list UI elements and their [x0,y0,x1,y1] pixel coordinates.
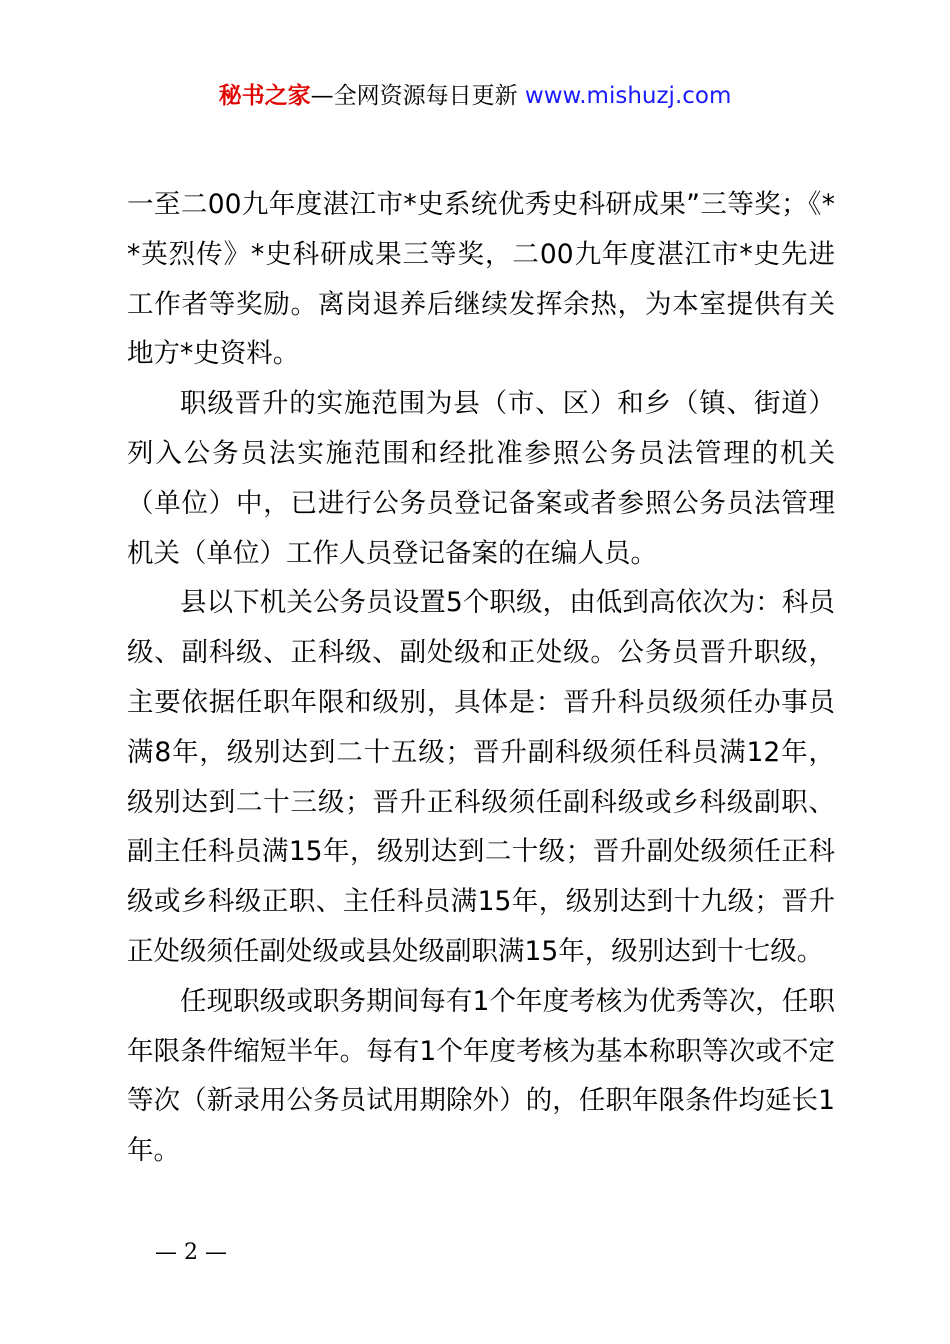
paragraph-rank-levels: 县以下机关公务员设置5个职级，由低到高依次为：科员级、副科级、正科级、副处级和正处级。公务员晋升职级，主要依据任职年限和级别，具体是：晋升科员级须任办事员满8年，级别达到二十五级；晋升副科级须任科员满12年，级别达到二十三级；晋升正科级须任副科级或乡科级副职、副主任科员满15年，级别达到二十级；晋升副处级须任正科级或乡科级正职、主任科员满15年，级别达到十九级；晋升正处级须任副处级或县处级副职满15年，级别达到十七级。 [127,587,835,967]
site-tagline: —全网资源每日更新 [310,83,525,109]
site-brand: 秘书之家 [218,83,311,109]
site-header [0,80,950,112]
document-body [127,180,835,1176]
paragraph-scope: 职级晋升的实施范围为县（市、区）和乡（镇、街道）列入公务员法实施范围和经批准参照公务员法管理的机关（单位）中，已进行公务员登记备案或者参照公务员法管理机关（单位）工作人员登记备案的在编人员。 [127,388,835,569]
site-url-link[interactable]: www.mishuzj.com [524,83,732,109]
paragraph-assessment: 任现职级或职务期间每有1个年度考核为优秀等次，任职年限条件缩短半年。每有1个年度考核为基本称职等次或不定等次（新录用公务员试用期除外）的，任职年限条件均延长1年。 [127,985,835,1167]
page-number: — 2 — [155,1240,227,1265]
paragraph-continuation: 一至二00九年度湛江市*史系统优秀史科研成果”三等奖；《**英烈传》*史科研成果三等奖，二00九年度湛江市*史先进工作者等奖励。离岗退养后继续发挥余热，为本室提供有关地方*史资料。 [127,189,835,370]
